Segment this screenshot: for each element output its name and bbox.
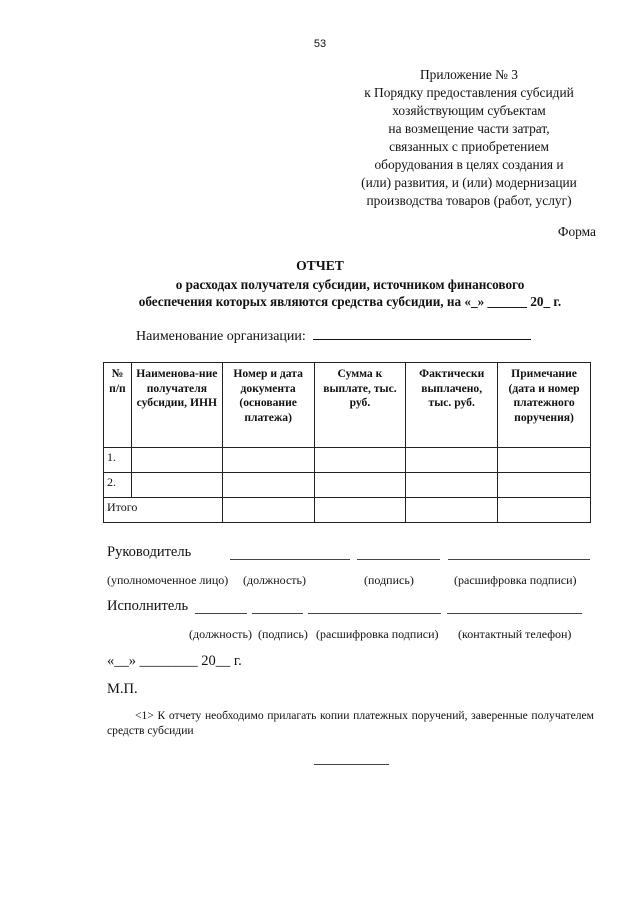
form-label: Форма <box>557 224 596 239</box>
organization-input-line[interactable] <box>313 327 531 340</box>
table-cell[interactable] <box>498 473 591 498</box>
appendix-line: к Порядку предоставления субсидий <box>364 85 574 100</box>
appendix-line: (или) развития, и (или) модернизации <box>361 175 577 190</box>
column-header: Сумма к выплате, тыс. руб. <box>314 363 406 448</box>
caption: (подпись) <box>258 627 308 641</box>
appendix-line: на возмещение части затрат, <box>388 121 550 136</box>
column-header: № п/п <box>104 363 132 448</box>
executor-position-line[interactable] <box>195 613 247 614</box>
column-header: Фактически выплачено, тыс. руб. <box>406 363 498 448</box>
appendix-line: производства товаров (работ, услуг) <box>366 193 572 208</box>
head-name-line[interactable] <box>448 559 590 560</box>
executor-label: Исполнитель <box>107 598 189 614</box>
table-cell[interactable] <box>406 448 498 473</box>
organization-label: Наименование организации: <box>136 329 306 344</box>
caption: (расшифровка подписи) <box>316 627 439 641</box>
executor-signature-line[interactable] <box>252 613 303 614</box>
report-title: ОТЧЕТ <box>296 258 344 273</box>
stamp-label: М.П. <box>107 681 138 697</box>
table-cell[interactable] <box>314 448 406 473</box>
table-cell[interactable] <box>131 448 222 473</box>
table-row <box>104 473 591 498</box>
footnote <box>107 708 594 738</box>
appendix-line: оборудования в целях создания и <box>374 157 564 172</box>
report-subtitle <box>60 276 640 310</box>
caption: (расшифровка подписи) <box>454 573 577 587</box>
organization-field <box>136 327 531 345</box>
head-position-line[interactable] <box>230 559 350 560</box>
footnote-marker: <1> <box>135 709 154 722</box>
table-cell[interactable] <box>314 473 406 498</box>
table-cell[interactable] <box>314 498 406 523</box>
head-signature-line[interactable] <box>357 559 440 560</box>
column-header: Номер и дата документа (основание платежа) <box>222 363 314 448</box>
head-label: Руководитель <box>107 544 192 560</box>
caption: (подпись) <box>364 573 414 587</box>
appendix-line: Приложение № 3 <box>419 67 519 82</box>
table-cell[interactable] <box>222 473 314 498</box>
table-total-row <box>104 498 591 523</box>
appendix-line: связанных с приобретением <box>389 139 549 154</box>
table-cell[interactable] <box>222 448 314 473</box>
caption: (уполномоченное лицо) <box>107 573 229 587</box>
table-row <box>104 448 591 473</box>
caption: (должность) <box>243 573 306 587</box>
executor-name-line[interactable] <box>308 613 441 614</box>
table-cell[interactable] <box>406 473 498 498</box>
column-header: Наименова-ние получателя субсидии, ИНН <box>131 363 222 448</box>
table-cell[interactable] <box>131 473 222 498</box>
column-header: Примечание (дата и номер платежного поручения) <box>498 363 591 448</box>
table-cell[interactable] <box>406 498 498 523</box>
caption: (должность) <box>189 627 252 641</box>
table-header-row <box>104 363 591 448</box>
executor-phone-line[interactable] <box>447 613 582 614</box>
row-number: 2. <box>104 473 132 498</box>
report-subtitle-line: обеспечения которых являются средства субсидии, на «_» ______ 20_ г. <box>138 294 562 309</box>
page-number: 53 <box>313 38 327 50</box>
table-cell[interactable] <box>498 498 591 523</box>
date-line[interactable]: «__» ________ 20__ г. <box>107 653 242 669</box>
table-cell[interactable] <box>498 448 591 473</box>
total-label: Итого <box>104 498 223 523</box>
closing-rule <box>314 764 389 765</box>
appendix-line: хозяйствующим субъектам <box>392 103 546 118</box>
report-table <box>103 362 591 523</box>
appendix-heading <box>340 66 598 210</box>
table-cell[interactable] <box>222 498 314 523</box>
report-subtitle-line: о расходах получателя субсидии, источником финансового <box>175 277 525 292</box>
row-number: 1. <box>104 448 132 473</box>
footnote-text: К отчету необходимо прилагать копии платежных поручений, заверенные получателем средств субсидии <box>107 709 594 737</box>
caption: (контактный телефон) <box>458 627 572 641</box>
